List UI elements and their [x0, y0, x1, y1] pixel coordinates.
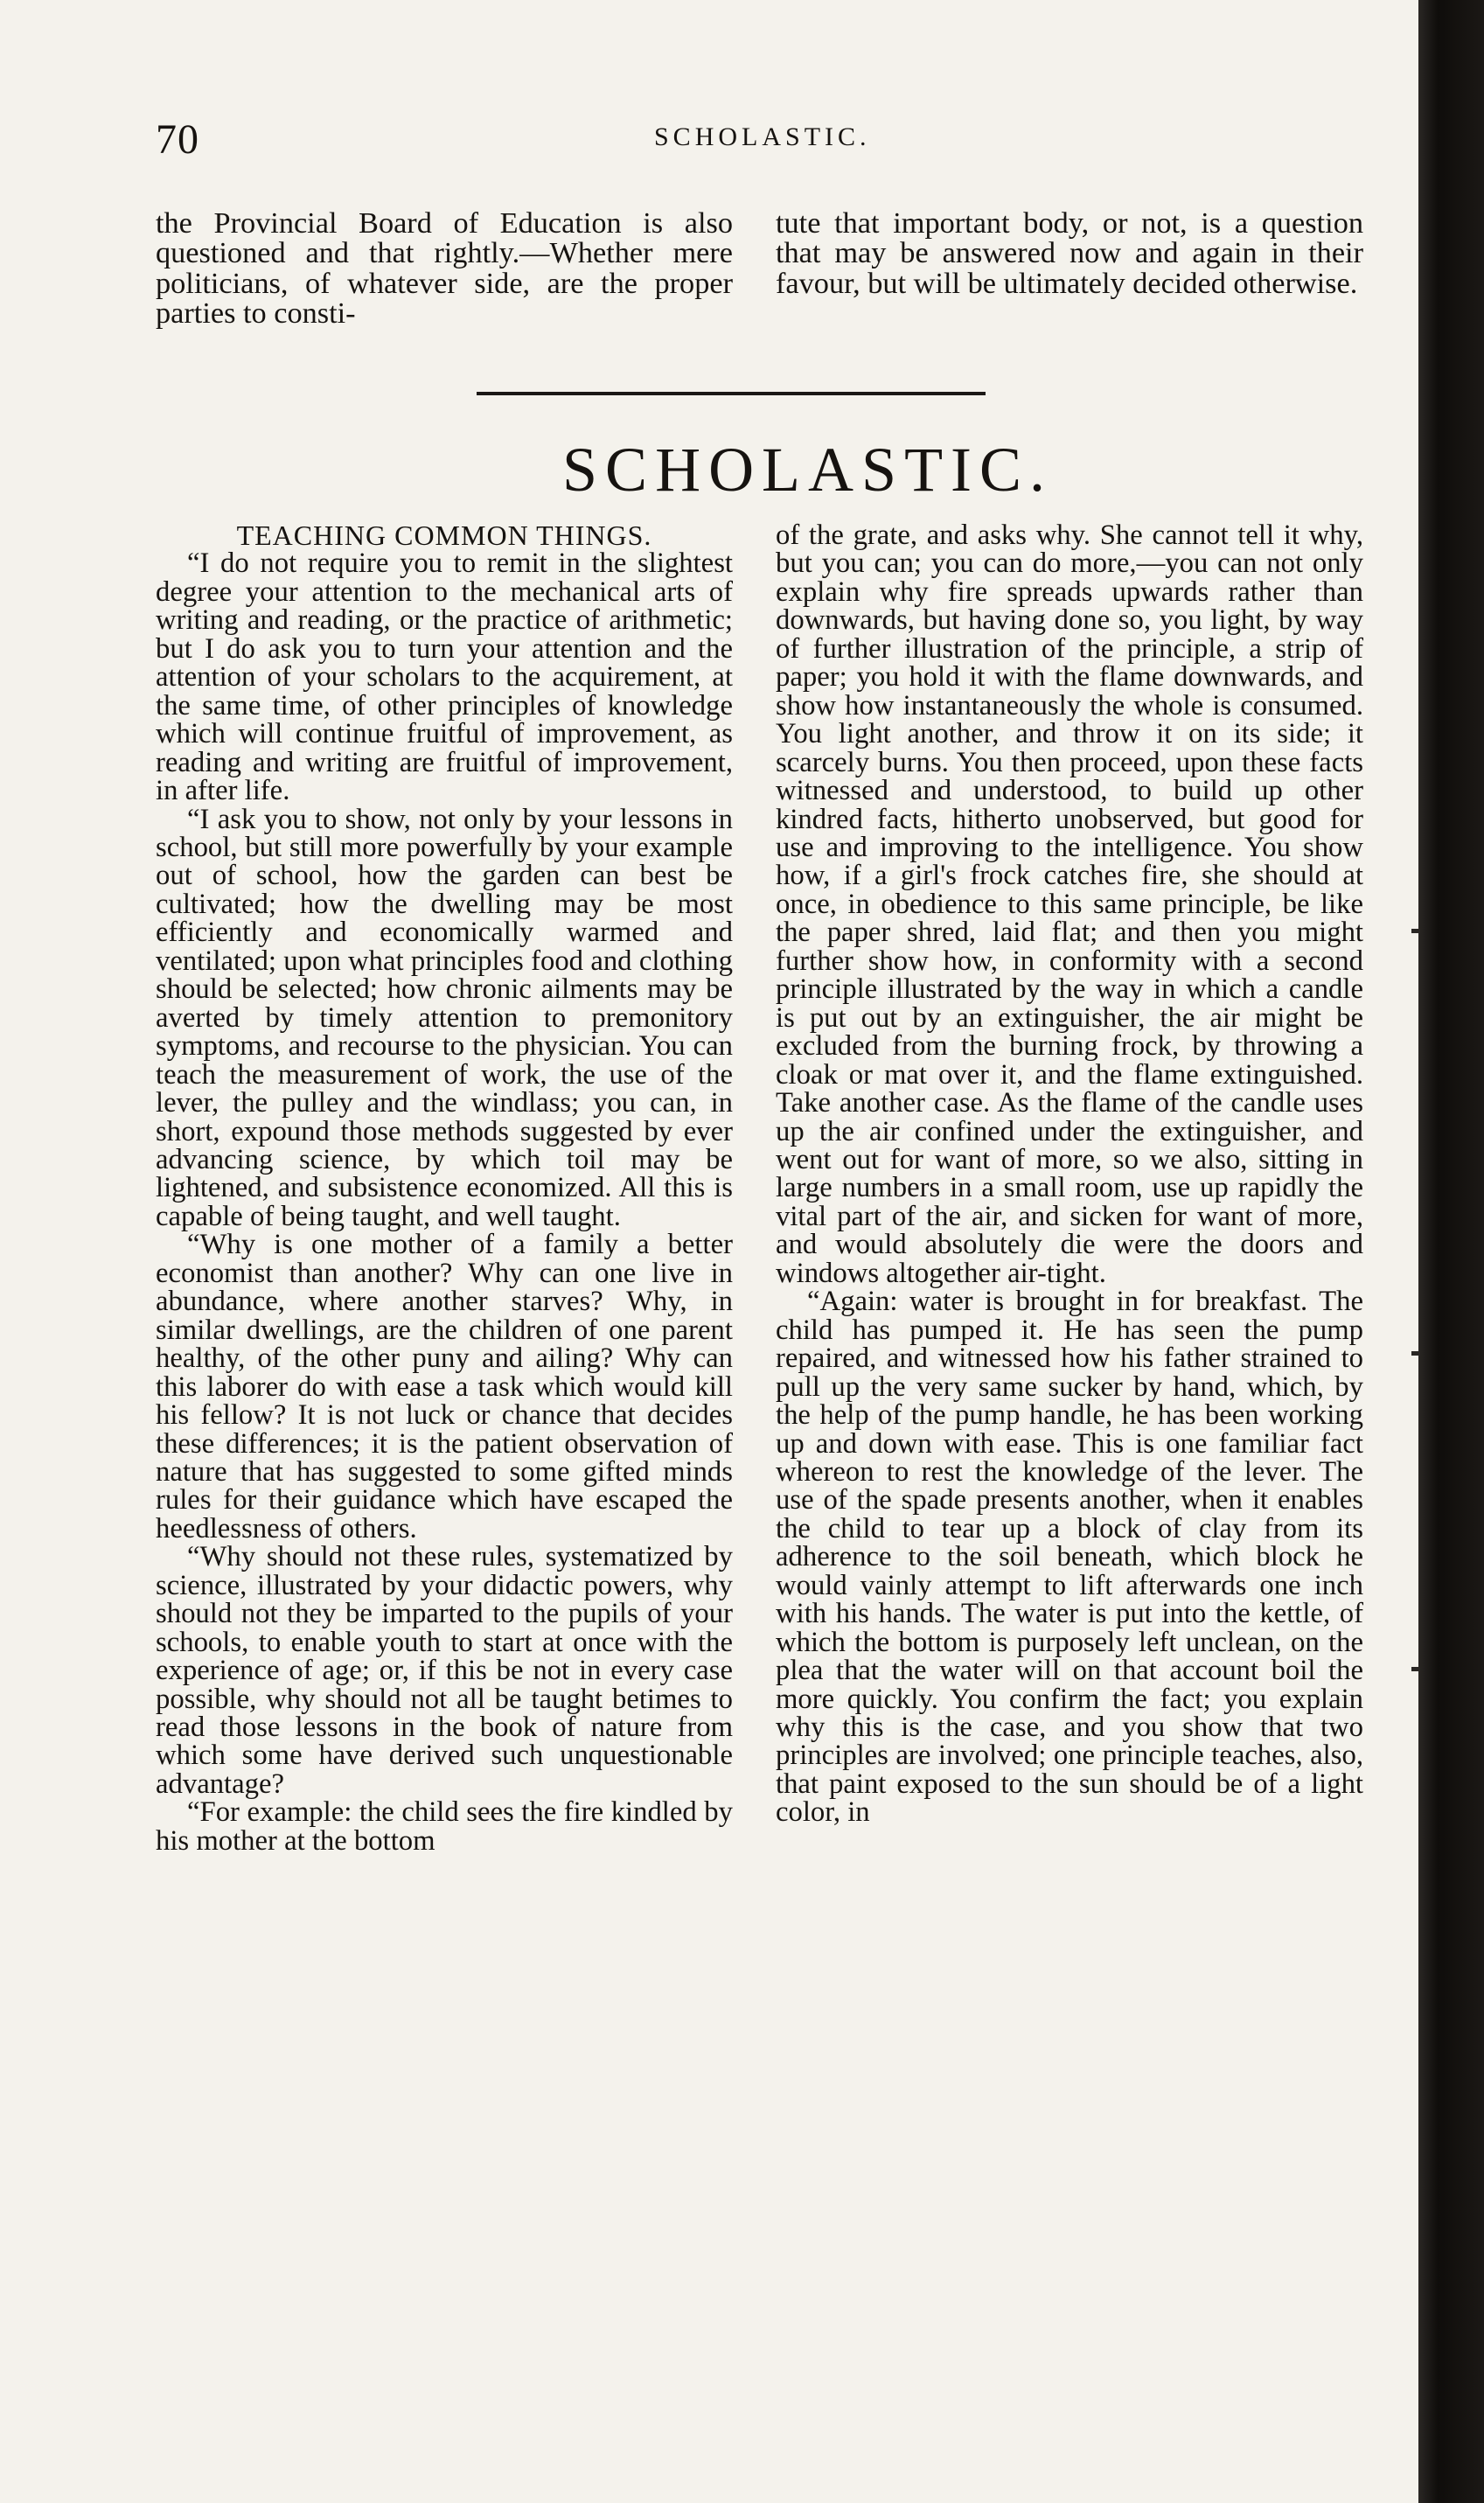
- scan-edge-mark: [1411, 1351, 1420, 1356]
- body-paragraph: “I do not require you to remit in the slightest degree your attention to the mechanical arts of writing and reading, or the practice of arithmetic; but I do ask you to turn your attention and the attention of your scholars to the acquirement, at the same time, of other principles of knowledge which will continue fruitful of improvement, as reading and writing are fruitful of improvement, in after life.: [156, 547, 733, 807]
- top-left-column: [156, 208, 733, 328]
- main-left-column: [156, 521, 733, 1855]
- body-paragraph: of the grate, and asks why. She cannot tell it why, but you can; you can do more,—you can not only explain why fire spreads upwards rather than downwards, but having done so, you light, by way of further illustration of the principle, a strip of paper; you hold it with the flame downwards, and show how instantaneously the whole is consumed. You light another, and throw it on its side; it scarcely burns. You then proceed, upon these facts witnessed and understood, to build up other kindred facts, hitherto unobserved, but good for use and improving to the intelligence. You show how, if a girl's frock catches fire, she should at once, in obedience to this same principle, be like the paper shred, laid flat; and then you might further show how, in conformity with a second principle illustrated by the way in which a candle is put out by an extinguisher, the air might be excluded from the burning frock, by throwing a cloak or mat over it, and the flame extinguished. Take another case. As the flame of the candle uses up the air confined under the extinguisher, and went out for want of more, so we also, sitting in large numbers in a small room, use up rapidly the vital part of the air, and sicken for want of more, and would absolutely die were the doors and windows altogether air-tight.: [776, 519, 1363, 1289]
- main-right-column: [776, 521, 1363, 1827]
- page-number: 70: [156, 116, 199, 163]
- running-head: [156, 115, 1380, 177]
- body-paragraph: “I ask you to show, not only by your lessons in school, but still more powerfully by your example out of school, how the garden can best be cultivated; how the dwelling may be most efficiently and economically warmed and ventilated; upon what principles food and clothing should be selected; how chronic ailments may be averted by timely attention to premonitory symptoms, and recourse to the physician. You can teach the measurement of work, the use of the lever, the pulley and the windlass; you can, in short, expound those methods suggested by ever advancing science, by which toil may be lightened, and subsistence economized. All this is capable of being taught, and well taught.: [156, 803, 733, 1232]
- scan-edge: [1418, 0, 1484, 2503]
- section-divider: [477, 392, 986, 395]
- body-paragraph: “For example: the child sees the fire kindled by his mother at the bottom: [156, 1796, 733, 1857]
- scan-edge-mark: [1411, 1667, 1420, 1671]
- body-paragraph: “Again: water is brought in for breakfast. The child has pumped it. He has seen the pump repaired, and witnessed how his father strained to pull up the very same sucker by hand, which, by the help of the pump handle, he has been working up and down with ease. This is one familiar fact whereon to rest the knowledge of the lever. The use of the spade presents another, when it enables the child to tear up a block of clay from its adherence to the soil beneath, which block he would vainly attempt to lift afterwards one inch with his hands. The water is put into the kettle, of which the bottom is purposely left unclean, on the plea that the water will on that account boil the more quickly. You confirm the fact; you explain why this is the case, and you show that two principles are involved; one principle teaches, also, that paint exposed to the sun should be of a light color, in: [776, 1286, 1363, 1829]
- article-subheading: TEACHING COMMON THINGS.: [236, 519, 652, 551]
- top-right-column: [776, 208, 1363, 298]
- scan-edge-mark: [1411, 929, 1420, 933]
- top-left-paragraph: the Provincial Board of Education is also questioned and that rightly.—Whether mere politicians, of whatever side, are the proper parties to consti-: [156, 206, 733, 330]
- section-title: SCHOLASTIC.: [562, 435, 1054, 505]
- running-title: SCHOLASTIC.: [654, 122, 871, 151]
- body-paragraph: “Why should not these rules, systematized by science, illustrated by your didactic powers, why should not they be imparted to the pupils of your schools, to enable youth to start at once with the experience of age; or, if this be not in every case possible, why should not all be taught betimes to read those lessons in the book of nature from which some have derived such unquestionable advantage?: [156, 1541, 733, 1800]
- body-paragraph: “Why is one mother of a family a better economist than another? Why can one live in abundance, where another starves? Why, in similar dwellings, are the children of one parent healthy, of the other puny and ailing? Why can this laborer do with ease a task which would kill his fellow? It is not luck or chance that decides these differences; it is the patient observation of nature that has suggested to some gifted minds rules for their guidance which have escaped the heedlessness of others.: [156, 1229, 733, 1544]
- top-right-paragraph: tute that important body, or not, is a question that may be answered now and again in their favour, but will be ultimately decided otherwise.: [776, 206, 1363, 300]
